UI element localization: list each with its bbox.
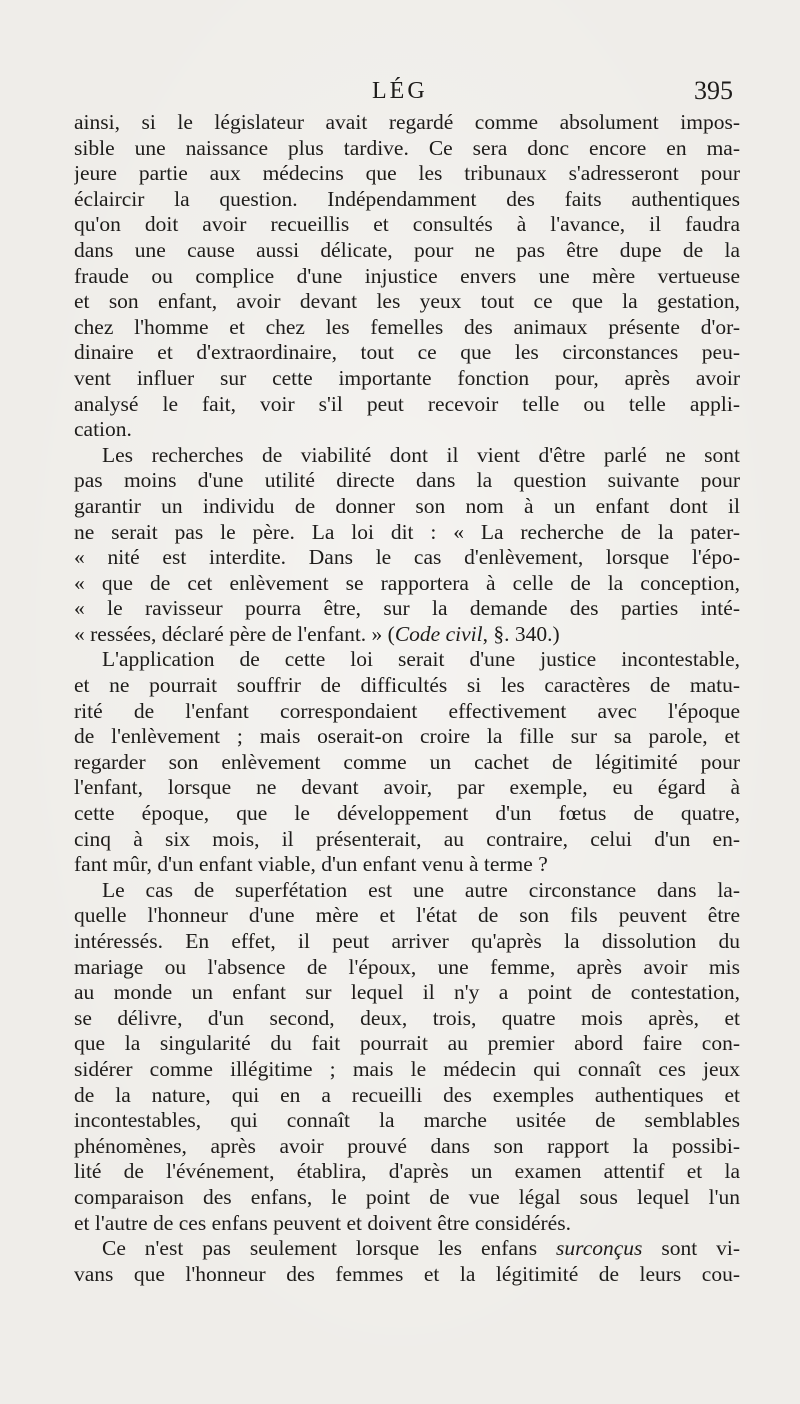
text-line: « nité est interdite. Dans le cas d'enlèvement, lorsque l'épo- [74, 545, 740, 570]
text-line: lité de l'événement, établira, d'après un examen attentif et la [74, 1159, 740, 1184]
text-line: jeure partie aux médecins que les tribunaux s'adresseront pour [74, 161, 740, 186]
text-line: dinaire et d'extraordinaire, tout ce que les circonstances peu- [74, 340, 740, 365]
text-line: qu'on doit avoir recueillis et consultés à l'avance, il faudra [74, 212, 740, 237]
citation-prefix: « ressées, déclaré père de l'enfant. » ( [74, 621, 395, 646]
text-line: que la singularité du fait pourrait au premier abord faire con- [74, 1031, 740, 1056]
text-line: de l'enlèvement ; mais oserait-on croire la fille sur sa parole, et [74, 724, 740, 749]
text-line: dans une cause aussi délicate, pour ne pas être dupe de la [74, 237, 740, 262]
surconcus-italic: surconçus [556, 1236, 643, 1261]
text-line: et l'autre de ces enfans peuvent et doivent être considérés. [74, 1210, 571, 1235]
text-line: analysé le fait, voir s'il peut recevoir telle ou telle appli- [74, 391, 740, 416]
text-line: se délivre, d'un second, deux, trois, quatre mois après, et [74, 1005, 740, 1030]
text-line: cette époque, que le développement d'un fœtus de quatre, [74, 801, 740, 826]
text-line: fraude ou complice d'une injustice envers une mère vertueuse [74, 263, 740, 288]
text-line: comparaison des enfans, le point de vue légal sous lequel l'un [74, 1184, 740, 1209]
text-line: quelle l'honneur d'une mère et l'état de son fils peuvent être [74, 903, 740, 928]
text-line: vans que l'honneur des femmes et la légitimité de leurs cou- [74, 1261, 740, 1286]
line-prefix: Ce n'est pas seulement lorsque les enfans [102, 1236, 557, 1261]
text-line: de la nature, qui en a recueilli des exemples authentiques et [74, 1082, 740, 1107]
text-line: et son enfant, avoir devant les yeux tout ce que la gestation, [74, 289, 740, 314]
text-line-surconcus [74, 1236, 740, 1262]
text-line: fant mûr, d'un enfant viable, d'un enfant venu à terme ? [74, 852, 548, 877]
text-line: l'enfant, lorsque ne devant avoir, par exemple, eu égard à [74, 775, 740, 800]
body-text [74, 110, 740, 1287]
text-line: « que de cet enlèvement se rapportera à celle de la conception, [74, 570, 740, 595]
text-line: pas moins d'une utilité directe dans la question suivante pour [74, 468, 740, 493]
text-line-citation [74, 622, 740, 648]
text-line: rité de l'enfant correspondaient effectivement avec l'époque [74, 698, 740, 723]
text-line: incontestables, qui connaît la marche usitée de semblables [74, 1108, 740, 1133]
text-line: au monde un enfant sur lequel il n'y a point de contestation, [74, 980, 740, 1005]
citation-suffix: , §. 340.) [482, 621, 560, 646]
running-head [0, 74, 800, 108]
text-line: intéressés. En effet, il peut arriver qu'après la dissolution du [74, 929, 740, 953]
line-suffix: sont vi- [642, 1236, 740, 1261]
text-line: phénomènes, après avoir prouvé dans son rapport la possibi- [74, 1133, 740, 1158]
text-line: cation. [74, 417, 132, 442]
text-line: et ne pourrait souffrir de difficultés si les caractères de matu- [74, 673, 740, 698]
text-line: éclaircir la question. Indépendamment des faits authentiques [74, 186, 740, 211]
text-line: regarder son enlèvement comme un cachet de légitimité pour [74, 749, 740, 774]
code-civil-italic: Code civil [394, 621, 483, 646]
text-line: Le cas de superfétation est une autre circonstance dans la- [102, 877, 740, 902]
page-number: 395 [694, 76, 733, 105]
text-line: sible une naissance plus tardive. Ce sera donc encore en ma- [74, 135, 740, 160]
text-line: vent influer sur cette importante fonction pour, après avoir [74, 365, 740, 390]
text-line: mariage ou l'absence de l'époux, une femme, après avoir mis [74, 954, 740, 979]
text-line: garantir un individu de donner son nom à un enfant dont il [74, 493, 740, 518]
text-line: sidérer comme illégitime ; mais le médecin qui connaît ces jeux [74, 1056, 740, 1081]
text-line: Les recherches de viabilité dont il vient d'être parlé ne sont [102, 442, 740, 467]
text-line: cinq à six mois, il présenterait, au contraire, celui d'un en- [74, 826, 740, 851]
text-line: ainsi, si le législateur avait regardé comme absolument impos- [74, 110, 740, 134]
text-line: L'application de cette loi serait d'une justice incontestable, [102, 647, 740, 672]
running-title: LÉG [372, 78, 428, 104]
text-line: ne serait pas le père. La loi dit : « La recherche de la pater- [74, 519, 740, 544]
text-line: « le ravisseur pourra être, sur la demande des parties inté- [74, 596, 740, 621]
text-line: chez l'homme et chez les femelles des animaux présente d'or- [74, 314, 740, 339]
